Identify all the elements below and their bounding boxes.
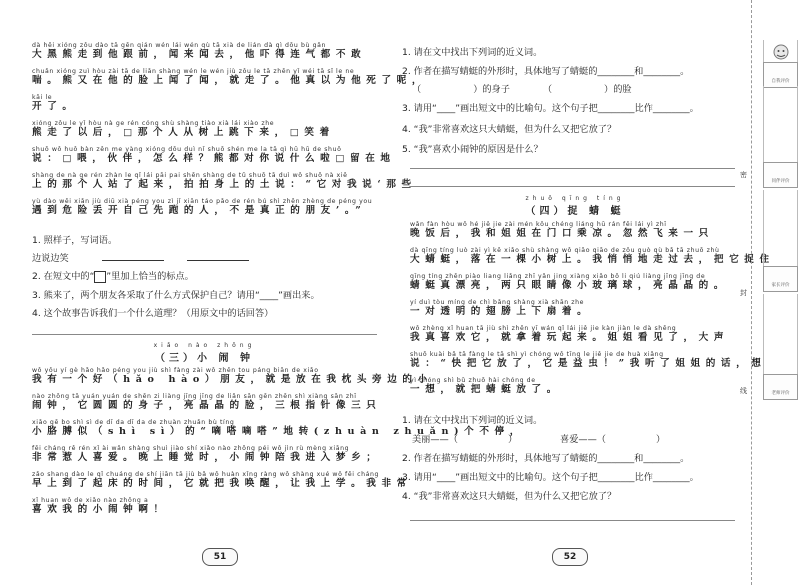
pinyin-line: xǐ huan wǒ de xiǎo nào zhōng a xyxy=(32,497,149,504)
synonym-label-1: 美丽——（ xyxy=(412,434,458,445)
passage-line xyxy=(32,172,417,191)
pinyin-line: qīng tíng zhēn piào liang liǎng zhī yǎn jing xiàng xiǎo bō li qiú liàng jīng jīng de xyxy=(410,273,706,280)
page-number: 51 xyxy=(202,548,238,566)
answer-line-2[interactable] xyxy=(410,186,735,187)
passage-line xyxy=(32,68,428,87)
right-question-2: 2. 作者在描写蜻蜓的外形时，具体地写了蜻蜓的________和________。 xyxy=(402,66,690,77)
hanzi-line: 蜻蜓真漂亮，两只眼睛像小玻璃球，亮晶晶的。 xyxy=(410,280,730,291)
seal-tag-1: 密 xyxy=(740,171,747,179)
pinyin-line: shuō kuài bǎ tā fàng le tā shì yì chóng wǒ tīng le jiě jie de huà xiǎng xyxy=(410,351,664,358)
passage-line xyxy=(32,471,412,490)
eval-label: 老师评价 xyxy=(771,391,790,396)
passage-line xyxy=(410,325,740,344)
hanzi-line: 一对透明的翅膀上下扇着。 xyxy=(410,306,593,317)
passage-line xyxy=(32,120,377,139)
passage-line xyxy=(32,445,382,464)
passage-line xyxy=(410,273,740,292)
hanzi-line: 小胳膊似（shì sì）的“嘀嗒嘀嗒”地转(zhuàn zhuǎn)个不停， xyxy=(32,426,525,437)
pinyin-line: wǎn fàn hòu wǒ hé jiě jie zài mén kǒu chéng liáng hū rán fēi lái yì zhī xyxy=(410,221,667,228)
pinyin-line: kāi le xyxy=(32,94,53,101)
pinyin-line: dà hēi xióng zǒu dào tā gēn qián wén lái wén qù tā xià de lián dà qì dōu bù gǎn xyxy=(32,42,327,49)
hanzi-line: 说：“快把它放了，它是益虫！”我听了姐姐的话，想 xyxy=(410,358,767,369)
story-title: （三）小 闹 钟 xyxy=(155,353,254,364)
hanzi-line: 我真喜欢它，就拿着玩起来。姐姐看见了，大声 xyxy=(410,332,730,343)
eval-label: 同伴评价 xyxy=(771,179,790,184)
passage-line xyxy=(32,42,377,61)
hanzi-line: 我有一个好（hǎo hào）朋友，就是放在我枕头旁边的小 xyxy=(32,374,433,385)
page-number: 52 xyxy=(552,548,588,566)
answer-line-3[interactable] xyxy=(410,520,735,521)
answer-line-1[interactable] xyxy=(410,168,735,169)
story-title: （四）捉 蜻 蜓 xyxy=(525,206,625,217)
side-margin xyxy=(737,0,800,585)
right-page xyxy=(390,0,775,585)
hanzi-line: 大蜻蜓，落在一棵小树上。我悄悄地走过去，把它捉住 xyxy=(410,254,775,265)
pinyin-line: wǒ zhèng xǐ huan tā jiù shì zhēn yī wán qǐ lái jiě jie kàn jiàn le dà shēng xyxy=(410,325,677,332)
right-question-b4: 4. “我”非常喜欢这只大蜻蜓，但为什么又把它放了？ xyxy=(402,491,617,502)
pinyin-line: nào zhōng tā yuán yuán de shēn zi liàng jīng jīng de liǎn sān gēn zhēn shì xiàng sān zhī xyxy=(32,393,357,400)
paren-close-1: ） xyxy=(507,434,518,445)
self-eval-box[interactable] xyxy=(763,62,798,88)
right-question-b1: 1. 请在文中找出下列词的近义词。 xyxy=(402,415,543,426)
eval-label: 自我评价 xyxy=(771,79,790,84)
hanzi-line: 熊走了以后，□那个人从树上跳下来，□笑着 xyxy=(32,127,335,138)
left-question-1: 1. 照样子，写词语。 xyxy=(32,235,118,246)
pinyin-line: chuǎn xióng zuì hòu zài tā de liǎn shàng wén le wén jiù zǒu le tā zhēn yǐ wéi tā sǐ le ne xyxy=(32,68,355,75)
synonym-label-2: 喜爱——（ xyxy=(560,434,606,445)
hanzi-line: 遇到危险丢开自己先跑的人，不是真正的朋友’。” xyxy=(32,205,367,216)
pinyin-line: yí duì tòu míng de chì bǎng shàng xià shān zhe xyxy=(410,299,585,306)
passage-line xyxy=(410,351,767,370)
pinyin-line: zǎo shang dào le qǐ chuáng de shí jiān tā jiù bǎ wǒ huàn xǐng ràng wǒ shàng xué wǒ fēi cháng xyxy=(32,471,380,478)
hanzi-line: 一想，就把蜻蜓放了。 xyxy=(410,384,562,395)
passage-line xyxy=(32,94,377,113)
seal-tag-2: 封 xyxy=(740,289,747,297)
eval-label: 家长评价 xyxy=(771,283,790,288)
paren-open-2: （ xyxy=(542,84,553,95)
q2-text-b: ”里加上恰当的标点。 xyxy=(106,271,194,282)
parent-eval-box[interactable] xyxy=(763,266,798,292)
story-title-pinyin: zhuō qīng tíng xyxy=(525,195,625,202)
passage-line xyxy=(410,299,740,318)
hanzi-line: 闹钟，它圆圆的身子，亮晶晶的脸，三根指针像三只 xyxy=(32,400,382,411)
pinyin-line: wǒ yǒu yí gè hǎo hǎo péng you jiù shì fàng zài wǒ zhěn tou páng biān de xiǎo xyxy=(32,367,319,374)
hanzi-line: 喜欢我的小闹钟啊！ xyxy=(32,504,169,515)
pinyin-line: dà qīng tíng luò zài yì kē xiǎo shù shàng wǒ qiāo qiāo de zǒu guò qù bǎ tā zhuō zhù xyxy=(410,247,720,254)
seal-tag-3: 线 xyxy=(740,387,747,395)
q2-phrase-2: ）的脸 xyxy=(604,84,632,95)
hanzi-line: 早上到了起床的时间，它就把我唤醒，让我上学。我非常 xyxy=(32,478,412,489)
passage-line xyxy=(32,497,377,516)
passage-line xyxy=(410,377,740,396)
story-title-block xyxy=(410,195,740,217)
pinyin-line: shàng de nà ge rén zhàn le qǐ lái pāi pai shēn shàng de tǔ shuō tā duì wǒ shuō nà xiē xyxy=(32,172,348,179)
passage-line xyxy=(32,198,377,217)
right-question-5: 5. “我”喜欢小闹钟的原因是什么？ xyxy=(402,144,543,155)
passage-line xyxy=(410,221,740,240)
right-question-4: 4. “我”非常喜欢这只大蜻蜓，但为什么又把它放了？ xyxy=(402,124,617,135)
hanzi-line: 大黑熊走到他跟前，闻来闻去，他吓得连气都不敢 xyxy=(32,49,367,60)
passage-line xyxy=(32,146,396,165)
story-title-pinyin: xiǎo nào zhōng xyxy=(153,342,256,349)
example-text: 边说边笑 xyxy=(32,253,69,264)
hanzi-line: 开了。 xyxy=(32,101,78,112)
pinyin-line: yì chóng shì bǔ zhuō hài chóng de xyxy=(410,377,536,384)
right-question-2-blanks xyxy=(412,81,747,95)
pinyin-line: yù dào wēi xiǎn jiù diū xià péng you zì jǐ xiān táo pǎo de rén bú shì zhēn zhèng de péng you xyxy=(32,198,373,205)
pinyin-line: xióng zǒu le yǐ hòu nà ge rén cóng shù shàng tiào xià lái xiào zhe xyxy=(32,120,275,127)
left-question-4: 4. 这个故事告诉我们一个什么道理？（用原文中的话回答） xyxy=(32,308,274,319)
seal-line xyxy=(751,0,752,585)
answer-blank-2[interactable] xyxy=(187,260,249,261)
passage-line xyxy=(410,247,775,266)
peer-eval-box[interactable] xyxy=(763,162,798,188)
paren-open-1: （ xyxy=(412,84,422,95)
hanzi-line: 上的那个人站了起来，拍拍身上的土说：“它对我说‘那些 xyxy=(32,179,417,190)
hanzi-line: 晚饭后，我和姐姐在门口乘凉。忽然飞来一只 xyxy=(410,228,714,239)
right-question-1: 1. 请在文中找出下列词的近义词。 xyxy=(402,47,543,58)
passage-line xyxy=(32,367,433,386)
answer-blank-1[interactable] xyxy=(102,260,164,261)
teacher-eval-box[interactable] xyxy=(763,374,798,400)
q2-text-a: 2. 在短文中的“ xyxy=(32,271,95,282)
left-question-2 xyxy=(32,268,377,283)
right-question-b3: 3. 请用“____”画出短文中的比喻句。这个句子把________比作________。 xyxy=(402,472,699,483)
right-question-b1-blanks xyxy=(412,431,747,445)
hanzi-line: 非常惹人喜爱。晚上睡觉时，小闹钟陪我进入梦乡； xyxy=(32,452,382,463)
hanzi-line: 喘。熊又在他的脸上闻了闻，就走了。他真以为他死了呢， xyxy=(32,75,428,86)
answer-line[interactable] xyxy=(32,334,377,335)
pinyin-line: xiǎo gē bo shì sì de dī da dī da de zhuàn zhuǎn bù tíng xyxy=(32,419,235,426)
pinyin-line: shuō wǒ huǒ bàn zěn me yàng xióng dōu duì nǐ shuō shén me la tā qì hū hū de shuō xyxy=(32,146,342,153)
punct-box-icon xyxy=(94,271,106,283)
pinyin-line: fēi cháng rě rén xǐ ài wǎn shàng shuì jiào shí xiǎo nào zhōng péi wǒ jìn rù mèng xiāng xyxy=(32,445,350,452)
q2-phrase-1: ）的身子 xyxy=(473,84,510,95)
hanzi-line: 说：□喂，伙伴，怎么样？熊都对你说什么啦□留在地 xyxy=(32,153,396,164)
left-question-3: 3. 熊来了，两个朋友各采取了什么方式保护自己？请用“____”画出来。 xyxy=(32,290,320,301)
passage-line xyxy=(32,393,382,412)
right-question-b2: 2. 作者在描写蜻蜓的外形时，具体地写了蜻蜓的________和________。 xyxy=(402,453,690,464)
right-question-3: 3. 请用“____”画出短文中的比喻句。这个句子把________比作________。 xyxy=(402,103,699,114)
story-title-block xyxy=(32,342,377,364)
left-question-1-example xyxy=(32,250,377,264)
paren-close-2: ） xyxy=(655,434,666,445)
